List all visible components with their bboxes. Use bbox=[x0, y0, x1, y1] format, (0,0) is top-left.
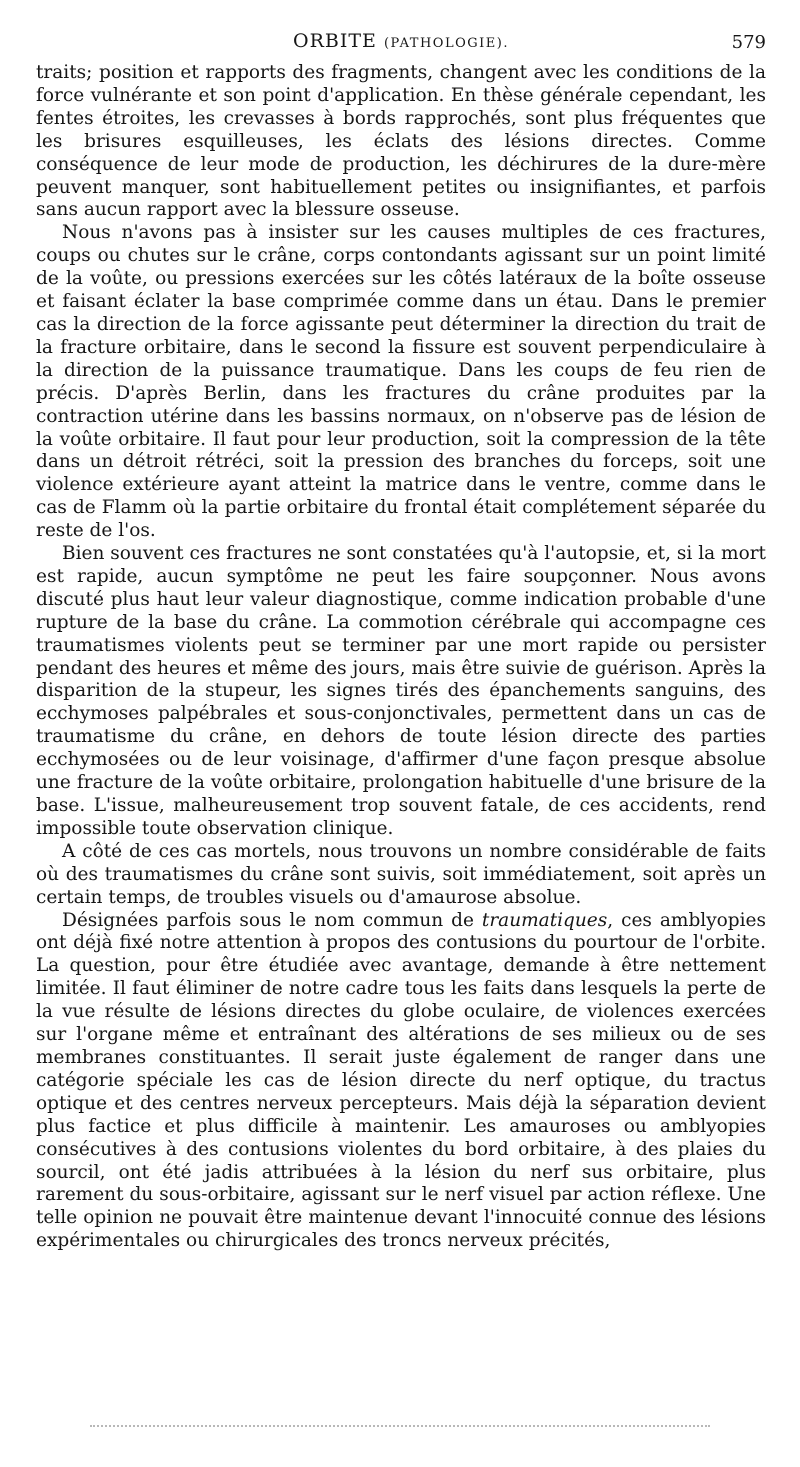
running-title-subtitle: (PATHOLOGIE). bbox=[383, 36, 509, 51]
running-head bbox=[36, 30, 766, 60]
running-title bbox=[36, 30, 766, 52]
running-title-main: ORBITE bbox=[293, 30, 377, 52]
amblyopia-text-start: Désignées parfois sous le nom commun de bbox=[62, 909, 482, 931]
amblyopia-text-rest: , ces amblyopies ont déjà fixé notre attention à propos des contusions du pourtour de l'orbite. La question, pour être étudiée avec avantage, demande à être nettement limitée. Il faut éliminer de notre cadre tous les faits dans lesquels la perte de la vue résulte de lésions directes du globe oculaire, de violences exercées sur l'organe même et entraînant des altérations de ses milieux ou de ses membranes constituantes. Il serait juste également de ranger dans une catégorie spéciale les cas de lésion directe du nerf optique, du tractus optique et des centres nerveux percepteurs. Mais déjà la séparation devient plus factice et plus difficile à maintenir. Les amauroses ou amblyopies consécutives à des contusions violentes du bord orbitaire, à des plaies du sourcil, ont été jadis attribuées à la lésion du nerf sus orbitaire, plus rarement du sous-orbitaire, agissant sur le nerf visuel par action réflexe. Une telle opinion ne pouvait être maintenue devant l'innocuité connue des lésions expérimentales ou chirurgicales des troncs nerveux précités, bbox=[36, 909, 766, 1252]
book-page bbox=[36, 30, 766, 1253]
paragraph-continuation: traits; position et rapports des fragments, changent avec les conditions de la force vulnérante et son point d'application. En thèse générale cependant, les fentes étroites, les crevasses à bords rapprochés, sont plus fréquentes que les brisures esquilleuses, les éclats des lésions directes. Comme conséquence de leur mode de production, les déchirures de la dure-mère peuvent manquer, sont habituellement petites ou insignifiantes, et parfois sans aucun rapport avec la blessure osseuse. bbox=[36, 62, 766, 221]
page-number: 579 bbox=[731, 32, 766, 53]
emphasis-traumatiques: traumatiques bbox=[481, 909, 608, 931]
paragraph-fracture-causes: Nous n'avons pas à insister sur les causes multiples de ces fractures, coups ou chutes sur le crâne, corps contondants agissant sur un point limité de la voûte, ou pressions exercées sur les côtés latéraux de la boîte osseuse et faisant éclater la base comprimée comme dans un étau. Dans le premier cas la direction de la force agissante peut déterminer la direction du trait de la fracture orbitaire, dans le second la fissure est souvent perpendiculaire à la direction de la puissance traumatique. Dans les coups de feu rien de précis. D'après Berlin, dans les fractures du crâne produites par la contraction utérine dans les bassins normaux, on n'observe pas de lésion de la voûte orbitaire. Il faut pour leur production, soit la compression de la tête dans un détroit rétréci, soit la pression des branches du forceps, soit une violence extérieure ayant atteint la matrice dans le ventre, comme dans le cas de Flamm où la partie orbitaire du frontal était complétement séparée du reste de l'os. bbox=[36, 222, 766, 542]
page-bottom-specks bbox=[90, 1425, 710, 1429]
paragraph-visual-troubles: A côté de ces cas mortels, nous trouvons un nombre considérable de faits où des traumatismes du crâne sont suivis, soit immédiatement, soit après un certain temps, de troubles visuels ou d'amaurose absolue. bbox=[36, 840, 766, 908]
body-text bbox=[36, 62, 766, 1253]
paragraph-autopsy-symptoms: Bien souvent ces fractures ne sont constatées qu'à l'autopsie, et, si la mort est rapide, aucun symptôme ne peut les faire soupçonner. Nous avons discuté plus haut leur valeur diagnostique, comme indication probable d'une rupture de la base du crâne. La commotion cérébrale qui accompagne ces traumatismes violents peut se terminer par une mort rapide ou persister pendant des heures et même des jours, mais être suivie de guérison. Après la disparition de la stupeur, les signes tirés des épanchements sanguins, des ecchymoses palpébrales et sous-conjonctivales, permettent dans un cas de traumatisme du crâne, en dehors de toute lésion directe des parties ecchymosées ou de leur voisinage, d'affirmer d'une façon presque absolue une fracture de la voûte orbitaire, prolongation habituelle d'une brisure de la base. L'issue, malheureusement trop souvent fatale, de ces accidents, rend impossible toute observation clinique. bbox=[36, 543, 766, 839]
paragraph-amblyopia bbox=[36, 910, 766, 1254]
